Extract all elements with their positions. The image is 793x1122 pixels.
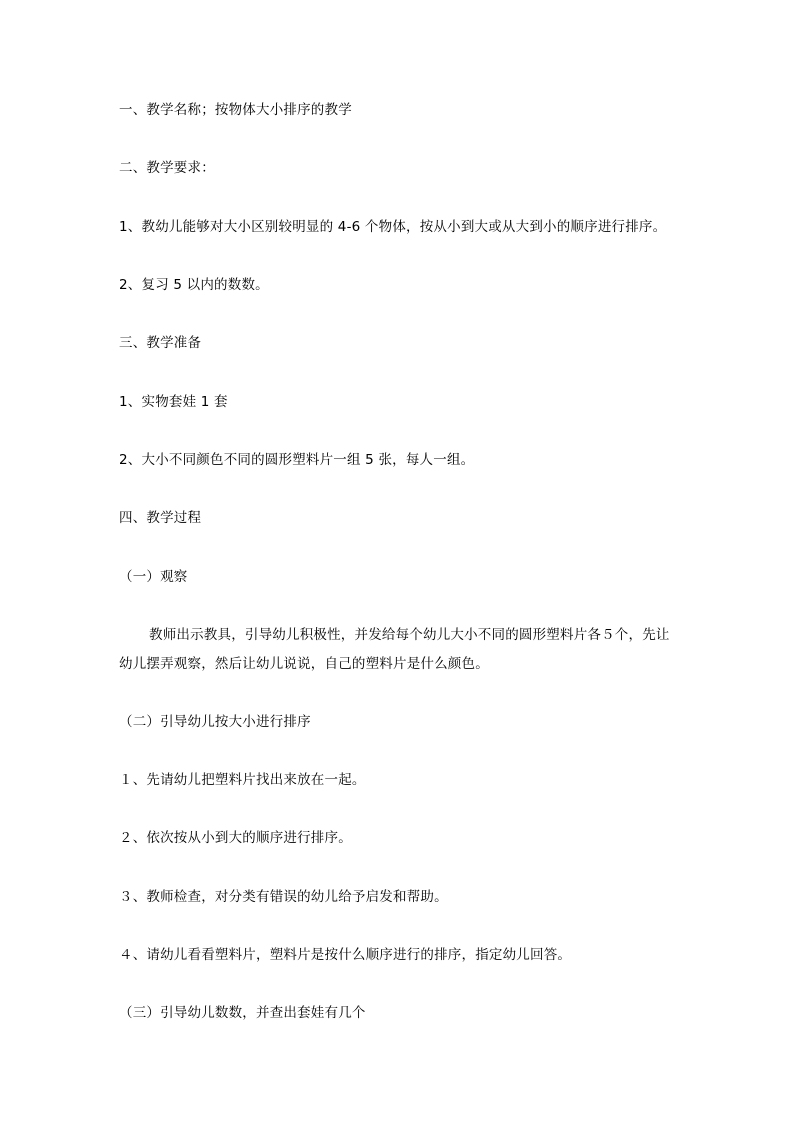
subsection-title-sorting: （二）引导幼儿按大小进行排序 [119,714,311,730]
sorting-step-2: ２、依次按从小到大的顺序进行排序。 [119,830,352,846]
subsection-title-observe: （一）观察 [119,569,188,585]
requirement-item-1: 1、教幼儿能够对大小区别较明显的 4-6 个物体，按从小到大或从大到小的顺序进行排序。 [119,219,667,235]
section-title-preparation: 三、教学准备 [119,335,202,351]
subsection-title-counting: （三）引导幼儿数数，并查出套娃有几个 [119,1005,366,1021]
preparation-item-2: 2、大小不同颜色不同的圆形塑料片一组 5 张，每人一组。 [119,452,475,468]
sorting-step-4: ４、请幼儿看看塑料片，塑料片是按什么顺序进行的排序，指定幼儿回答。 [119,947,572,963]
section-title-process: 四、教学过程 [119,510,202,526]
sorting-step-1: １、先请幼儿把塑料片找出来放在一起。 [119,772,366,788]
paragraph-observe-line-1: 教师出示教具，引导幼儿积极性，并发给每个幼儿大小不同的圆形塑料片各５个，先让 [149,627,670,643]
preparation-item-1: 1、实物套娃 1 套 [119,394,228,410]
section-title-teaching-name: 一、教学名称；按物体大小排序的教学 [119,102,352,118]
paragraph-observe-line-2: 幼儿摆弄观察，然后让幼儿说说，自己的塑料片是什么颜色。 [119,656,489,672]
section-title-requirements: 二、教学要求： [119,160,215,176]
sorting-step-3: ３、教师检查，对分类有错误的幼儿给予启发和帮助。 [119,889,448,905]
requirement-item-2: 2、复习 5 以内的数数。 [119,277,269,293]
